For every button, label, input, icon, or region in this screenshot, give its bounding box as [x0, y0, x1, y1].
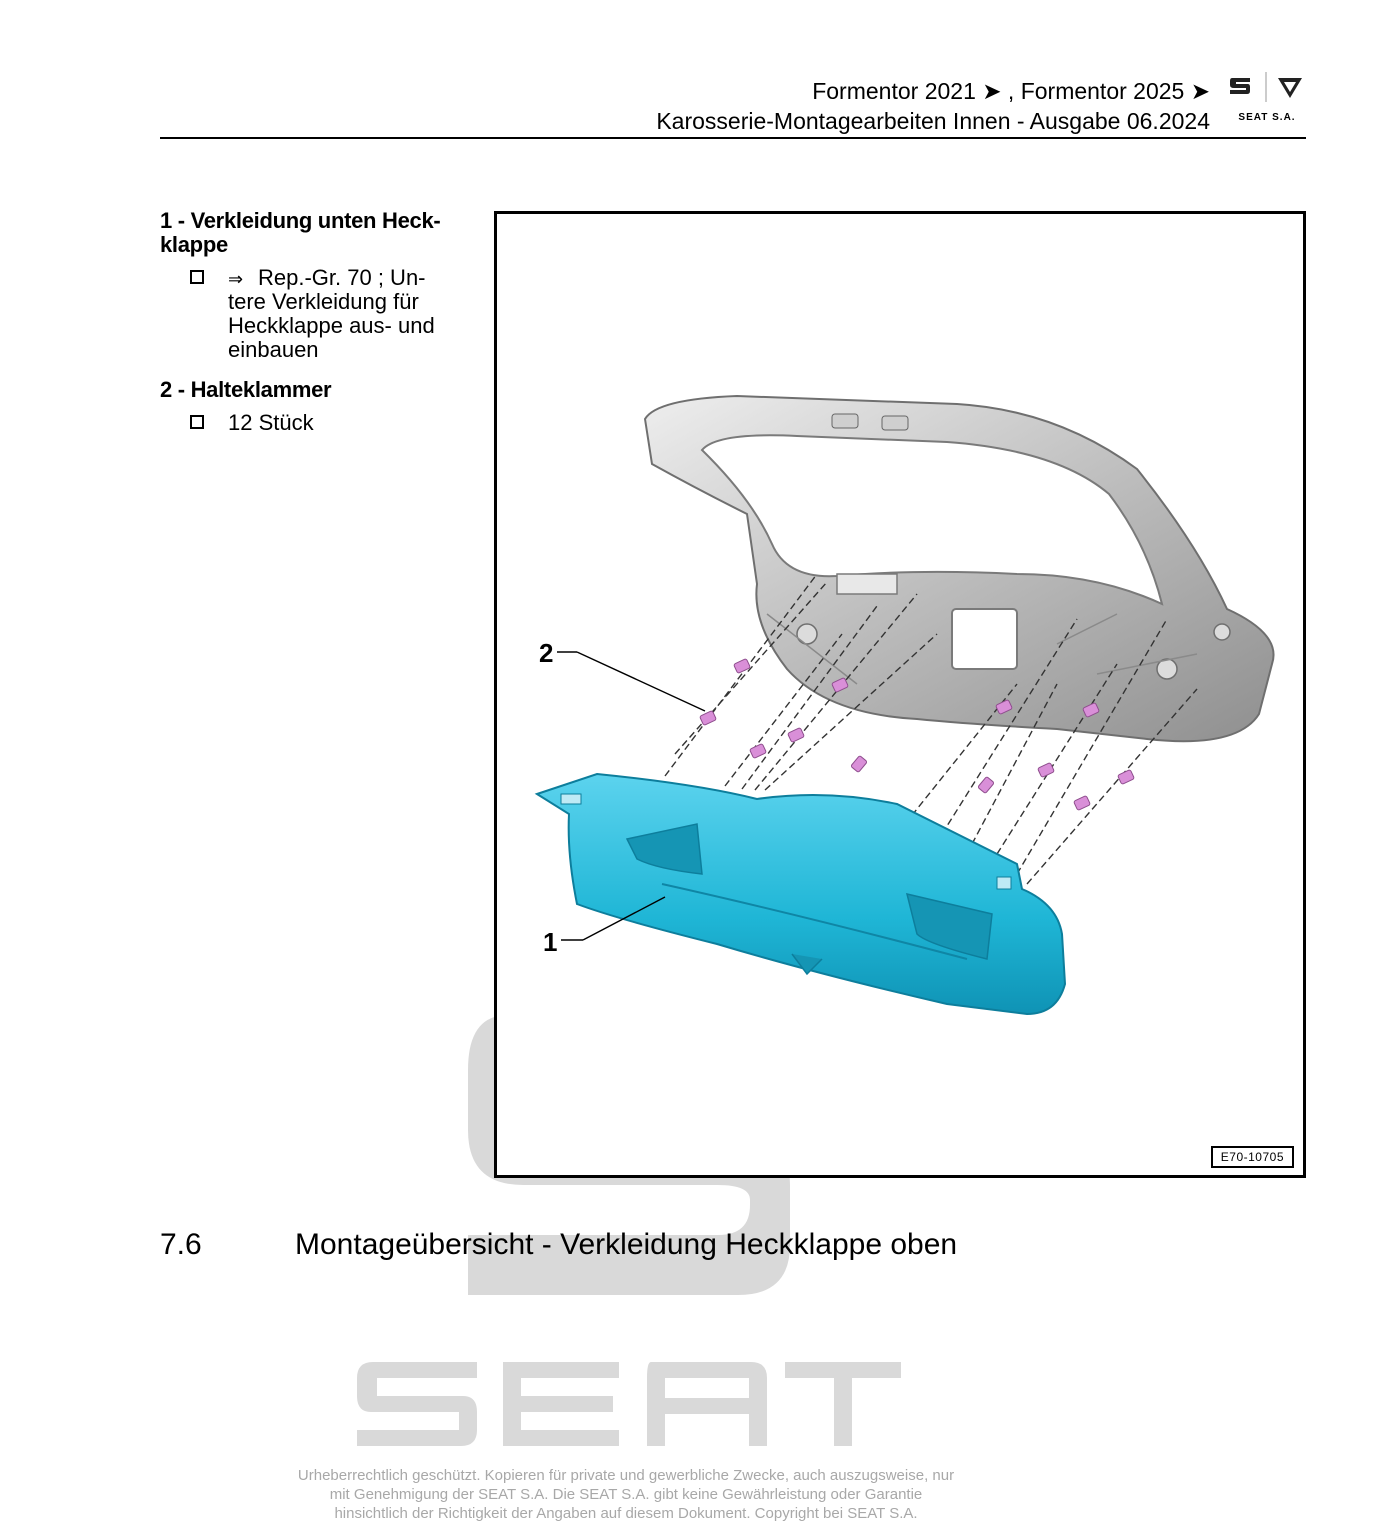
callout-2-label: 2	[539, 638, 554, 668]
footer-line2: mit Genehmigung der SEAT S.A. Die SEAT S.A. gibt keine Gewährleistung oder Garantie	[329, 1486, 923, 1503]
seat-sa-label: SEAT S.A.	[1238, 112, 1296, 123]
clip-icon	[700, 711, 717, 726]
watermark-seat-wordmark	[355, 1362, 903, 1446]
section-title: Montageübersicht - Verkleidung Heckklappe oben	[295, 1228, 958, 1261]
footer-line1: Urheberrechtlich geschützt. Kopieren für private und gewerbliche Zwecke, auch auszugsweise, nur	[297, 1467, 955, 1484]
clip-icon	[788, 728, 805, 743]
lower-tailgate-trim	[537, 774, 1065, 1014]
clip-icon	[978, 776, 995, 793]
clip-icon	[851, 755, 868, 772]
item-2-title: 2 - Halteklammer	[160, 377, 332, 402]
copyright-footer	[240, 1466, 1012, 1523]
item-1-reference-link[interactable]: Rep.-Gr. 70 ; Un-	[258, 265, 426, 290]
item-2-bullet: 12 Stück	[228, 410, 314, 435]
header-divider	[160, 137, 1306, 139]
checkbox-bullet-icon	[190, 415, 204, 429]
clip-icon	[1038, 763, 1055, 778]
footer-line3: hinsichtlich der Richtigkeit der Angaben auf diesem Dokument. Copyright bei SEAT S.A.	[334, 1505, 918, 1522]
item-1-bullet-line3: Heckklappe aus- und	[228, 313, 435, 338]
item-1-bullet-line2: tere Verkleidung für	[228, 289, 419, 314]
item-1-title-line1: 1 - Verkleidung unten Heck-	[160, 208, 441, 233]
section-number: 7.6	[160, 1228, 202, 1261]
item-1-title-line2: klappe	[160, 232, 228, 257]
header-title-models: Formentor 2021 ➤ , Formentor 2025 ➤	[812, 78, 1210, 104]
exploded-view-figure	[494, 211, 1306, 1178]
clip-icon	[750, 744, 767, 759]
header-title-manual: Karosserie-Montagearbeiten Innen - Ausgabe 06.2024	[656, 108, 1210, 134]
tailgate-illustration	[497, 214, 1303, 1175]
callout-1-label: 1	[543, 927, 558, 957]
arrow-reference-icon: ⇒	[228, 269, 244, 289]
figure-code: E70-10705	[1211, 1146, 1294, 1168]
clip-icon	[1074, 796, 1091, 811]
item-1-bullet-line4: einbauen	[228, 337, 319, 362]
clip-icon	[1118, 770, 1135, 785]
checkbox-bullet-icon	[190, 270, 204, 284]
tailgate-inner-panel	[645, 396, 1274, 741]
